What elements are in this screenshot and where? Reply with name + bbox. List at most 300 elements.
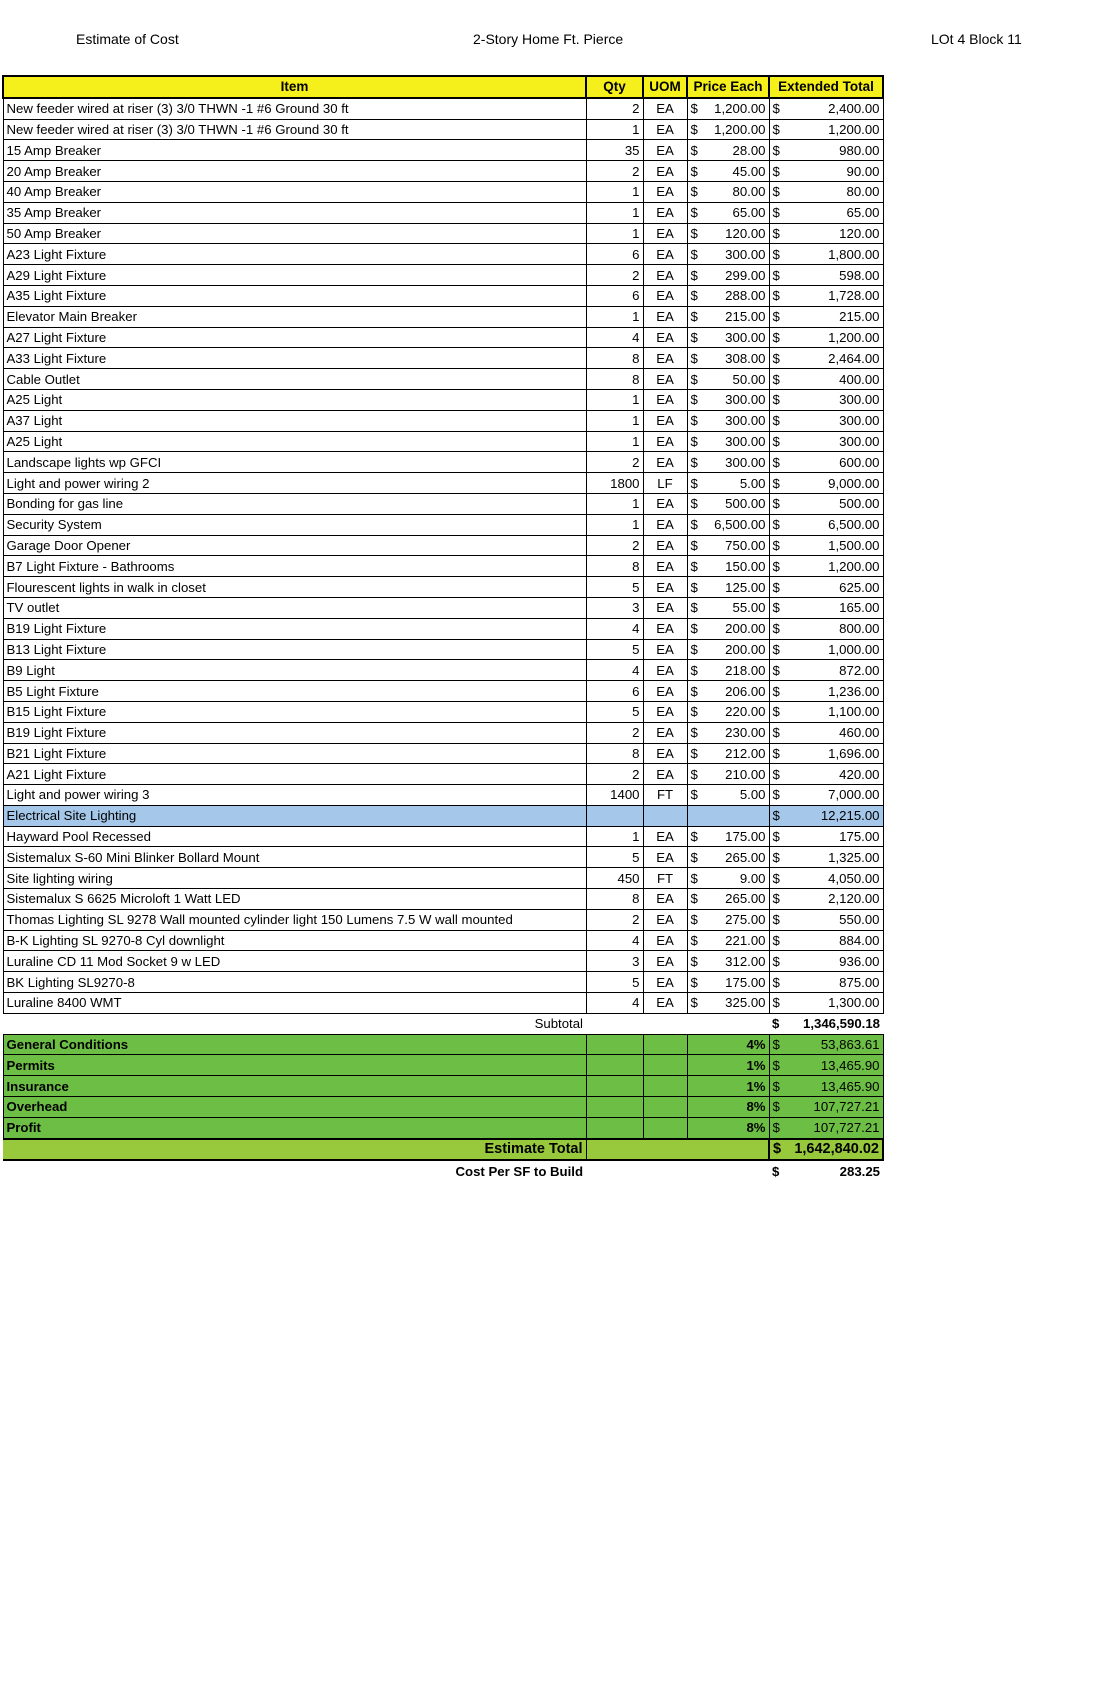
qty-cell: 1 [586,306,643,327]
markup-percent: 1% [687,1076,769,1097]
qty-cell: 2 [586,265,643,286]
total-cell: $ 872.00 [769,660,883,681]
table-row [3,473,883,494]
total-cell: $ 215.00 [769,306,883,327]
uom-cell: EA [643,743,687,764]
qty-cell: 4 [586,993,643,1014]
uom-cell: EA [643,930,687,951]
price-cell: $ 1,200.00 [687,119,769,140]
total-cell: $ 175.00 [769,826,883,847]
total-cell: $ 1,300.00 [769,993,883,1014]
total-cell: $ 1,236.00 [769,681,883,702]
uom-cell: EA [643,972,687,993]
uom-cell: FT [643,785,687,806]
qty-cell: 6 [586,681,643,702]
total-cell: $ 80.00 [769,181,883,202]
item-cell: Sistemalux S 6625 Microloft 1 Watt LED [3,889,586,910]
table-row [3,660,883,681]
table-row [3,181,883,202]
uom-cell: EA [643,369,687,390]
qty-cell: 5 [586,972,643,993]
price-cell [687,805,769,826]
uom-cell: EA [643,285,687,306]
qty-cell: 1 [586,826,643,847]
qty-cell: 1 [586,223,643,244]
table-row [3,98,883,119]
subtotal-value: $ 1,346,590.18 [769,1013,883,1034]
item-cell: A21 Light Fixture [3,764,586,785]
table-row [3,993,883,1014]
qty-cell: 4 [586,618,643,639]
table-row [3,681,883,702]
item-cell: TV outlet [3,597,586,618]
price-cell: $ 265.00 [687,889,769,910]
table-row [3,119,883,140]
price-cell: $ 5.00 [687,473,769,494]
total-cell: $ 120.00 [769,223,883,244]
item-cell: A27 Light Fixture [3,327,586,348]
table-row [3,369,883,390]
item-cell: A33 Light Fixture [3,348,586,369]
uom-cell: EA [643,493,687,514]
qty-cell: 8 [586,369,643,390]
price-cell: $ 55.00 [687,597,769,618]
table-row [3,930,883,951]
item-cell: 50 Amp Breaker [3,223,586,244]
total-cell: $ 1,696.00 [769,743,883,764]
item-cell: Thomas Lighting SL 9278 Wall mounted cylinder light 150 Lumens 7.5 W wall mounted [3,909,586,930]
uom-cell: EA [643,951,687,972]
item-cell: Site lighting wiring [3,868,586,889]
qty-cell: 3 [586,597,643,618]
item-cell: Cable Outlet [3,369,586,390]
total-cell: $ 1,100.00 [769,701,883,722]
uom-cell: EA [643,909,687,930]
col-header-item: Item [3,76,586,98]
total-cell: $ 1,500.00 [769,535,883,556]
total-cell: $ 2,400.00 [769,98,883,119]
price-cell: $ 6,500.00 [687,514,769,535]
item-cell: B19 Light Fixture [3,722,586,743]
table-row [3,785,883,806]
table-row [3,327,883,348]
item-cell: Security System [3,514,586,535]
price-cell: $ 215.00 [687,306,769,327]
table-row [3,764,883,785]
estimate-table [2,75,884,1181]
qty-cell: 8 [586,889,643,910]
project-name: 2-Story Home Ft. Pierce [473,31,624,47]
total-cell: $ 2,120.00 [769,889,883,910]
table-row [3,722,883,743]
section-row [3,805,883,826]
table-row [3,493,883,514]
item-cell: B-K Lighting SL 9270-8 Cyl downlight [3,930,586,951]
table-row [3,701,883,722]
markup-row-insurance [3,1076,883,1097]
markup-row-profit [3,1117,883,1138]
price-cell: $ 150.00 [687,556,769,577]
item-cell: 40 Amp Breaker [3,181,586,202]
price-cell: $ 221.00 [687,930,769,951]
item-cell: Flourescent lights in walk in closet [3,577,586,598]
price-cell: $ 325.00 [687,993,769,1014]
price-cell: $ 175.00 [687,972,769,993]
uom-cell: EA [643,722,687,743]
total-cell: $ 65.00 [769,202,883,223]
total-cell: $ 936.00 [769,951,883,972]
uom-cell [643,805,687,826]
table-row [3,285,883,306]
uom-cell: EA [643,161,687,182]
total-cell: $ 1,000.00 [769,639,883,660]
item-cell: Luraline CD 11 Mod Socket 9 w LED [3,951,586,972]
uom-cell: EA [643,847,687,868]
total-cell: $ 400.00 [769,369,883,390]
table-row [3,909,883,930]
price-cell: $ 200.00 [687,618,769,639]
price-cell: $ 125.00 [687,577,769,598]
qty-cell [586,805,643,826]
qty-cell: 3 [586,951,643,972]
total-cell: $ 9,000.00 [769,473,883,494]
price-cell: $ 300.00 [687,410,769,431]
price-cell: $ 750.00 [687,535,769,556]
item-cell: 15 Amp Breaker [3,140,586,161]
price-cell: $ 1,200.00 [687,98,769,119]
markup-label: Overhead [3,1097,586,1118]
total-cell: $ 90.00 [769,161,883,182]
price-cell: $ 80.00 [687,181,769,202]
uom-cell: EA [643,244,687,265]
table-row [3,847,883,868]
markup-label: Permits [3,1055,586,1076]
uom-cell: EA [643,265,687,286]
qty-cell: 450 [586,868,643,889]
markup-amount: $ 107,727.21 [769,1097,883,1118]
item-cell: BK Lighting SL9270-8 [3,972,586,993]
uom-cell: EA [643,889,687,910]
uom-cell: EA [643,639,687,660]
uom-cell: EA [643,306,687,327]
cost-per-sf-value: $ 283.25 [772,1163,880,1179]
uom-cell: EA [643,577,687,598]
qty-cell: 1 [586,431,643,452]
col-header-total: Extended Total [769,76,883,98]
qty-cell: 1 [586,514,643,535]
markup-amount: $ 53,863.61 [769,1034,883,1055]
total-cell: $ 1,800.00 [769,244,883,265]
col-header-price: Price Each [687,76,769,98]
uom-cell: EA [643,597,687,618]
price-cell: $ 218.00 [687,660,769,681]
uom-cell: EA [643,389,687,410]
markup-label: General Conditions [3,1034,586,1055]
doc-title: Estimate of Cost [76,31,179,47]
table-row [3,161,883,182]
markup-amount: $ 107,727.21 [769,1117,883,1138]
table-row [3,202,883,223]
price-cell: $ 206.00 [687,681,769,702]
qty-cell: 8 [586,556,643,577]
table-row [3,826,883,847]
item-cell: Hayward Pool Recessed [3,826,586,847]
total-cell: $ 7,000.00 [769,785,883,806]
item-cell: 20 Amp Breaker [3,161,586,182]
uom-cell: EA [643,181,687,202]
col-header-qty: Qty [586,76,643,98]
table-row [3,223,883,244]
table-row [3,868,883,889]
uom-cell: LF [643,473,687,494]
table-row [3,514,883,535]
price-cell: $ 220.00 [687,701,769,722]
subtotal-row [3,1013,883,1034]
price-cell: $ 120.00 [687,223,769,244]
item-cell: B21 Light Fixture [3,743,586,764]
table-row [3,618,883,639]
uom-cell: EA [643,701,687,722]
total-cell: $ 300.00 [769,389,883,410]
markup-amount: $ 13,465.90 [769,1076,883,1097]
total-cell: $ 460.00 [769,722,883,743]
table-row [3,556,883,577]
qty-cell: 2 [586,535,643,556]
table-row [3,306,883,327]
price-cell: $ 300.00 [687,244,769,265]
qty-cell: 1800 [586,473,643,494]
total-cell: $ 6,500.00 [769,514,883,535]
total-cell: $ 2,464.00 [769,348,883,369]
qty-cell: 1 [586,410,643,431]
uom-cell: EA [643,535,687,556]
total-cell: $ 980.00 [769,140,883,161]
subtotal-label: Subtotal [3,1013,586,1034]
total-cell: $ 598.00 [769,265,883,286]
item-cell: Light and power wiring 3 [3,785,586,806]
item-cell: A37 Light [3,410,586,431]
price-cell: $ 210.00 [687,764,769,785]
item-cell: 35 Amp Breaker [3,202,586,223]
qty-cell: 5 [586,847,643,868]
item-cell: Bonding for gas line [3,493,586,514]
price-cell: $ 500.00 [687,493,769,514]
total-cell: $ 1,200.00 [769,327,883,348]
qty-cell: 2 [586,161,643,182]
price-cell: $ 300.00 [687,327,769,348]
col-header-uom: UOM [643,76,687,98]
item-cell: Light and power wiring 2 [3,473,586,494]
cost-per-sf-row [3,1160,883,1181]
price-cell: $ 175.00 [687,826,769,847]
total-cell: $ 420.00 [769,764,883,785]
item-cell: Sistemalux S-60 Mini Blinker Bollard Mount [3,847,586,868]
item-cell: A25 Light [3,431,586,452]
total-cell: $ 1,728.00 [769,285,883,306]
uom-cell: EA [643,556,687,577]
qty-cell: 5 [586,701,643,722]
price-cell: $ 212.00 [687,743,769,764]
item-cell: Elevator Main Breaker [3,306,586,327]
total-cell: $ 1,200.00 [769,119,883,140]
table-row [3,244,883,265]
qty-cell: 1 [586,202,643,223]
qty-cell: 4 [586,660,643,681]
qty-cell: 1 [586,181,643,202]
uom-cell: EA [643,140,687,161]
item-cell: A35 Light Fixture [3,285,586,306]
qty-cell: 2 [586,764,643,785]
qty-cell: 4 [586,930,643,951]
item-cell: A29 Light Fixture [3,265,586,286]
item-cell: B13 Light Fixture [3,639,586,660]
uom-cell: EA [643,327,687,348]
item-cell: Luraline 8400 WMT [3,993,586,1014]
item-cell: B7 Light Fixture - Bathrooms [3,556,586,577]
total-cell: $ 165.00 [769,597,883,618]
table-row [3,389,883,410]
price-cell: $ 275.00 [687,909,769,930]
cost-per-sf-label: Cost Per SF to Build [455,1163,583,1179]
item-cell: B5 Light Fixture [3,681,586,702]
uom-cell: EA [643,431,687,452]
price-cell: $ 308.00 [687,348,769,369]
item-cell: A23 Light Fixture [3,244,586,265]
total-cell: $ 4,050.00 [769,868,883,889]
markup-percent: 8% [687,1097,769,1118]
qty-cell: 35 [586,140,643,161]
qty-cell: 2 [586,909,643,930]
uom-cell: EA [643,348,687,369]
column-header-row [3,76,883,98]
price-cell: $ 230.00 [687,722,769,743]
price-cell: $ 9.00 [687,868,769,889]
table-row [3,410,883,431]
markup-percent: 8% [687,1117,769,1138]
qty-cell: 1 [586,389,643,410]
qty-cell: 5 [586,577,643,598]
total-cell: $ 600.00 [769,452,883,473]
markup-percent: 4% [687,1034,769,1055]
uom-cell: EA [643,681,687,702]
item-cell: Electrical Site Lighting [3,805,586,826]
table-row [3,535,883,556]
qty-cell: 1 [586,119,643,140]
price-cell: $ 300.00 [687,431,769,452]
item-cell: B9 Light [3,660,586,681]
table-row [3,577,883,598]
markup-row-permits [3,1055,883,1076]
item-cell: Landscape lights wp GFCI [3,452,586,473]
price-cell: $ 299.00 [687,265,769,286]
table-row [3,743,883,764]
price-cell: $ 45.00 [687,161,769,182]
markup-label: Insurance [3,1076,586,1097]
price-cell: $ 312.00 [687,951,769,972]
total-cell: $ 300.00 [769,410,883,431]
price-cell: $ 300.00 [687,389,769,410]
total-cell: $ 550.00 [769,909,883,930]
item-cell: A25 Light [3,389,586,410]
total-cell: $ 625.00 [769,577,883,598]
uom-cell: EA [643,764,687,785]
qty-cell: 1 [586,493,643,514]
table-row [3,140,883,161]
table-row [3,972,883,993]
item-cell: B15 Light Fixture [3,701,586,722]
qty-cell: 8 [586,348,643,369]
uom-cell: EA [643,410,687,431]
qty-cell: 4 [586,327,643,348]
price-cell: $ 65.00 [687,202,769,223]
markup-amount: $ 13,465.90 [769,1055,883,1076]
estimate-total-label: Estimate Total [3,1139,586,1161]
price-cell: $ 200.00 [687,639,769,660]
total-cell: $ 884.00 [769,930,883,951]
table-row [3,452,883,473]
uom-cell: FT [643,868,687,889]
markup-row-general-conditions [3,1034,883,1055]
qty-cell: 6 [586,244,643,265]
uom-cell: EA [643,223,687,244]
price-cell: $ 300.00 [687,452,769,473]
lot-block: LOt 4 Block 11 [931,31,1022,47]
table-row [3,431,883,452]
markup-row-overhead [3,1097,883,1118]
qty-cell: 1400 [586,785,643,806]
uom-cell: EA [643,98,687,119]
uom-cell: EA [643,660,687,681]
price-cell: $ 50.00 [687,369,769,390]
table-row [3,597,883,618]
qty-cell: 2 [586,722,643,743]
uom-cell: EA [643,514,687,535]
estimate-total-value: $ 1,642,840.02 [769,1139,883,1161]
table-row [3,265,883,286]
uom-cell: EA [643,119,687,140]
item-cell: Garage Door Opener [3,535,586,556]
qty-cell: 6 [586,285,643,306]
item-cell: B19 Light Fixture [3,618,586,639]
uom-cell: EA [643,993,687,1014]
price-cell: $ 288.00 [687,285,769,306]
price-cell: $ 5.00 [687,785,769,806]
total-cell: $ 12,215.00 [769,805,883,826]
qty-cell: 8 [586,743,643,764]
total-cell: $ 1,200.00 [769,556,883,577]
price-cell: $ 265.00 [687,847,769,868]
table-row [3,889,883,910]
total-cell: $ 300.00 [769,431,883,452]
total-cell: $ 1,325.00 [769,847,883,868]
markup-label: Profit [3,1117,586,1138]
item-cell: New feeder wired at riser (3) 3/0 THWN -1 #6 Ground 30 ft [3,119,586,140]
table-row [3,348,883,369]
qty-cell: 2 [586,452,643,473]
uom-cell: EA [643,452,687,473]
total-cell: $ 875.00 [769,972,883,993]
price-cell: $ 28.00 [687,140,769,161]
total-cell: $ 800.00 [769,618,883,639]
uom-cell: EA [643,618,687,639]
estimate-total-row [3,1139,883,1161]
total-cell: $ 500.00 [769,493,883,514]
qty-cell: 5 [586,639,643,660]
uom-cell: EA [643,202,687,223]
table-row [3,639,883,660]
markup-percent: 1% [687,1055,769,1076]
qty-cell: 2 [586,98,643,119]
